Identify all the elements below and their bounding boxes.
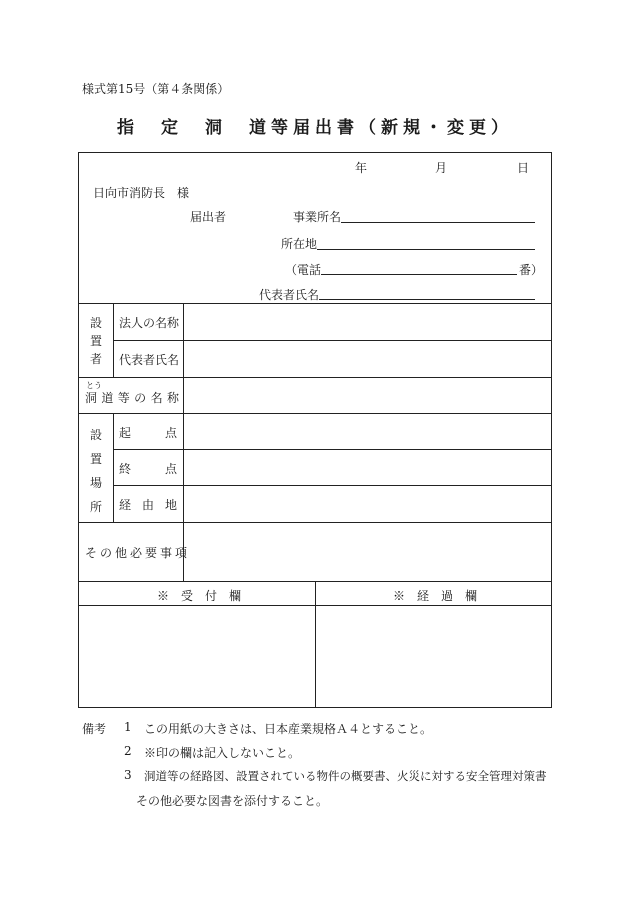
tunnel-name-label: 洞 道 等 の 名 称 (85, 391, 179, 405)
representative-line[interactable] (319, 299, 535, 300)
via-point-field[interactable] (184, 486, 551, 522)
location-group-label: 設置場所 (89, 428, 102, 514)
note-2-text: ※印の欄は記入しないこと。 (144, 746, 301, 760)
note-1-text: この用紙の大きさは、日本産業規格Ａ４とすること。 (144, 722, 433, 736)
reception-label: ※ 受 付 欄 (156, 589, 241, 603)
corp-name-label: 法人の名称 (119, 316, 180, 330)
month-label: 月 (435, 161, 448, 175)
col-divider (113, 413, 114, 522)
office-name-label: 事業所名 (293, 210, 342, 224)
notification-form-table (78, 152, 552, 708)
notifier-label: 届出者 (190, 210, 227, 224)
progress-label: ※ 経 過 欄 (392, 589, 477, 603)
other-items-label: その他必要事項 (85, 546, 191, 560)
end-point-field[interactable] (184, 450, 551, 485)
via-point-label: 経 由 地 (119, 498, 177, 512)
reception-box[interactable] (79, 606, 315, 708)
form-number: 様式第15号（第４条関係） (82, 82, 230, 96)
start-point-label: 起 点 (119, 426, 177, 440)
document-title: 指 定 洞 道等届出書（新規・変更） (117, 118, 513, 138)
end-point-label: 終 点 (119, 462, 177, 476)
note-3-text: 洞道等の経路図、設置されている物件の概要書、火災に対する安全管理対策書 (144, 769, 547, 783)
installer-group-label: 設置者 (89, 316, 102, 366)
phone-prefix: （電話 (285, 263, 322, 277)
progress-box[interactable] (316, 606, 551, 708)
note-3-number: 3 (124, 768, 132, 782)
addressee: 日向市消防長 様 (93, 186, 190, 200)
installer-rep-label: 代表者氏名 (119, 353, 180, 367)
corp-name-field[interactable] (184, 304, 551, 340)
day-label: 日 (517, 161, 530, 175)
year-label: 年 (355, 161, 368, 175)
note-2-number: 2 (124, 744, 132, 758)
note-1-number: 1 (124, 720, 132, 734)
col-divider (113, 303, 114, 377)
address-label: 所在地 (281, 237, 318, 251)
notes-heading: 備考 (82, 722, 107, 736)
phone-line[interactable] (321, 274, 517, 275)
note-3-continuation: その他必要な図書を添付すること。 (136, 794, 329, 808)
tunnel-name-field[interactable] (184, 378, 551, 413)
phone-suffix: 番） (519, 263, 544, 277)
office-name-line[interactable] (341, 222, 535, 223)
tunnel-ruby: とう (86, 381, 102, 390)
address-line[interactable] (317, 249, 535, 250)
representative-label: 代表者氏名 (259, 288, 320, 302)
other-items-field[interactable] (184, 523, 551, 581)
installer-rep-field[interactable] (184, 341, 551, 377)
start-point-field[interactable] (184, 414, 551, 449)
